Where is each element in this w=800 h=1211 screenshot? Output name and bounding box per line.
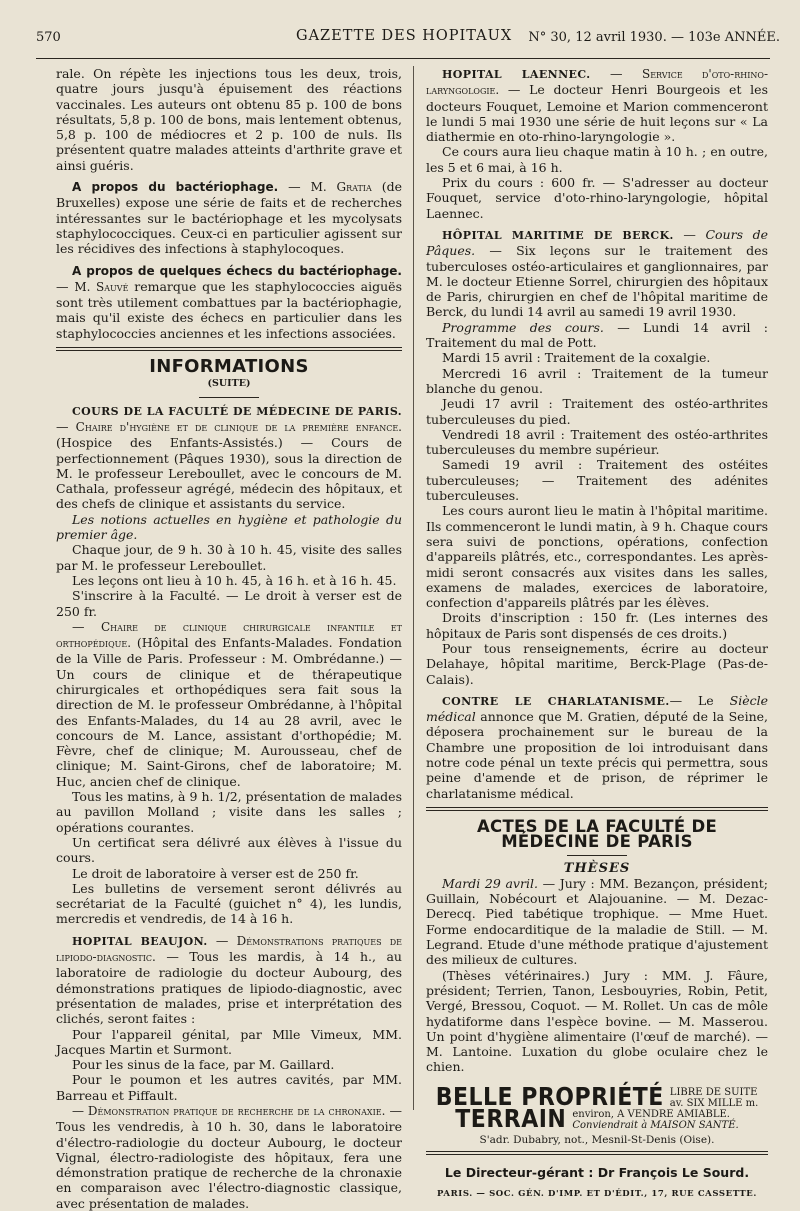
header-rule (36, 58, 770, 59)
chaire1-daily: Chaque jour, de 9 h. 30 à 10 h. 45, visite des salles par M. le professeur Lereboullet. (56, 542, 402, 573)
programme-mercredi: Mercredi 16 avril : Traitement de la tumeur blanche du genou. (426, 365, 768, 396)
echecs-author: M. Sauvé (74, 279, 129, 294)
column-divider (413, 66, 414, 1110)
programme-label: Programme des cours. (442, 319, 604, 335)
intro-paragraph: rale. On répète les injections tous les deux, trois, quatre jours jusqu'à épuisement des réactions vaccinales. Les auteurs ont obtenu 85 p. 100 de bons résultats, 5,8 p. 100 de bons, mais lentement obtenus, 5,8 p. 100 de médiocres et 2 p. 100 de nuls. Ils présentent quatre malades atteints d'arthrite grave et ainsi guéris. (56, 66, 402, 173)
chaire2-fee: Le droit de laboratoire à verser est de 250 fr. (72, 865, 359, 881)
ad-small-1b: av. SIX MILLE m. (669, 1097, 759, 1109)
footer-rule (426, 1151, 768, 1155)
chaire2-text: (Hôpital des Enfants-Malades. Fondation de la Ville de Paris. Professeur : M. Ombrédanne.) — Un cours de clinique et de thérapeutique chirurgicales et orthopédiques sera fait sous la direction de M. le professeur Ombrédanne, à l'hôpital des Enfants-Malades, du 14 au 28 avril, avec le concours de M. Lance, assistant d'orthopédie; M. Fèvre, chef de clinique; M. Aurousseau, chef de clinique; M. Saint-Girons, chef de laboratoire; M. Huc, ancien chef de clinique. (56, 635, 402, 789)
chaire2-certificate: Un certificat sera délivré aux élèves à l'issue du cours. (56, 834, 402, 866)
page-header (36, 28, 780, 50)
laennec-lieu: Ce cours aura lieu chaque matin à 10 h. ; en outre, les 5 et 6 mai, à 16 h. (426, 144, 768, 175)
laennec-prix: Prix du cours : 600 fr. — S'adresser au docteur Fouquet, service d'oto-rhino-laryngologie, hôpital Laennec. (426, 175, 768, 221)
echecs-paragraph: A propos de quelques échecs du bactériophage. — M. Sauvé remarque que les staphylococcies aiguës sont très utilement combattues par la bactériophagie, mais qu'il existe des échecs en particulier dans les staphylococcies anciennes et les infections associées. (56, 263, 402, 341)
beaujon-poumon: Pour le poumon et les autres cavités, par MM. Barreau et Piffault. (56, 1072, 402, 1103)
beaujon-paragraph: HOPITAL BEAUJON. — Démonstrations pratiques de lipiodo-diagnostic. — Tous les mardis, à 14 h., au laboratoire de radiologie du docteur Aubourg, des démonstrations pratiques de lipiodo-diagnostic, avec présentation de malades, prise et interprétation des clichés, seront faites : (56, 932, 402, 1027)
ad-row-2 (426, 1104, 768, 1134)
charlatanisme-heading: CONTRE LE CHARLATANISME. (442, 694, 670, 708)
charlatanisme-text-a: — Le (669, 692, 730, 708)
charlatanisme-paragraph (426, 693, 768, 801)
charlatanisme-text-b: annonce que M. Gratien, député de la Seine, déposera prochainement sur le bureau de la Chambre une proposition de loi introduisant dans notre code pénal un texte précis qui permettra, sous peine d'amende et de prison, de réprimer le charlatanisme médical. (426, 709, 768, 801)
actes-title: ACTES DE LA FACULTÉ DE MÉDECINE DE PARIS (476, 816, 718, 852)
berck-course: — Cours de Pâques. (426, 226, 768, 259)
right-column (426, 66, 768, 1202)
laennec-heading: HOPITAL LAENNEC. (442, 68, 591, 81)
ad-headline-1: BELLE PROPRIÉTÉ (435, 1082, 664, 1112)
issue-info: N° 30, 12 avril 1930. — 103e ANNÉE. (528, 30, 780, 45)
chronaxie-name: — Démonstration pratique de recherche de la chronaxie. (72, 1104, 386, 1118)
theses-veterinaires: (Thèses vétérinaires.) Jury : MM. J. Fâure, président; Terrien, Tanon, Lesbouyries, Robin, Petit, Vergé, Bressou, Coquot. — M. Rollet. Un cas de môle hydatiforme dans l'espèce bovine. — M. Masserou. Un point d'hygiène alimentaire (l'œuf de marché). — M. Lantoine. Luxation du globe oculaire chez le chien. (426, 967, 768, 1075)
chaire2-name: Chaire de clinique chirurgicale infantile et orthopédique. (56, 619, 402, 651)
echecs-text: remarque que les staphylococcies aiguës sont très utilement combattues par la bactériophagie, mais qu'il existe des échecs en particulier dans les staphylococcies anciennes et les infections associées. (56, 278, 402, 341)
programme-mardi: Mardi 15 avril : Traitement de la coxalgie. (442, 350, 711, 366)
programme-vendredi: Vendredi 18 avril : Traitement des ostéo-arthrites tuberculeuses du membre supérieur. (426, 426, 768, 458)
programme-paragraph (426, 320, 768, 351)
beaujon-name: Démonstrations pratiques de lipiodo-diagnostic. (56, 933, 402, 965)
berck-heading: HÔPITAL MARITIME DE BERCK. (442, 228, 674, 242)
bacteriophage-text: (de Bruxelles) expose une série de faits et de recherches intéressantes sur le bactériophage et les mycolysats staphylococciques. Ceux-ci en particulier agissent sur les récidives des infections à staphylocoques. (56, 179, 403, 257)
director-line: Le Directeur-gérant : Dr François Le Sourd. (444, 1165, 750, 1181)
section-rule (56, 347, 402, 351)
berck-text: — Six leçons sur le traitement des tuberculoses ostéo-articulaires et ganglionnaires, par M. le docteur Etienne Sorrel, chirurgien des hôpitaux de Paris, chirurgien en chef de l'hôpital maritime de Berck, du lundi 14 avril au samedi 19 avril 1930. (426, 243, 768, 320)
siecle-medical: Siècle médical (426, 692, 768, 725)
programme-jeudi: Jeudi 17 avril : Traitement des ostéo-arthrites tuberculeuses du pied. (426, 396, 768, 427)
page-number: 570 (36, 30, 61, 45)
beaujon-sinus: Pour les sinus de la face, par M. Gaillard. (72, 1057, 335, 1073)
chaire1-lessons: Les leçons ont lieu à 10 h. 45, à 16 h. et à 16 h. 45. (72, 572, 397, 588)
chaire1-fee: S'inscrire à la Faculté. — Le droit à verser est de 250 fr. (56, 588, 402, 619)
ad-small-2 (572, 1109, 738, 1131)
chronaxie-text: — Tous les vendredis, à 10 h. 30, dans le laboratoire d'électro-radiologie du docteur Aubourg, le docteur Vignal, électro-radiologiste des hôpitaux, fera une démonstration pratique de recherche de la chronaxie en comparaison avec l'électro-diagnostic classique, avec présentation de malades. (56, 1103, 402, 1211)
programme-samedi: Samedi 19 avril : Traitement des ostéites tuberculeuses; — Traitement des adénites tuberculeuses. (426, 457, 768, 504)
left-column (56, 66, 402, 1211)
echecs-title: A propos de quelques échecs du bactériophage. (72, 263, 402, 278)
informations-title: INFORMATIONS (149, 356, 309, 378)
chaire2-paragraph: — Chaire de clinique chirurgicale infantile et orthopédique. (Hôpital des Enfants-Malades. Fondation de la Ville de Paris. Professeur : M. Ombrédanne.) — Un cours de clinique et de thérapeutique chirurgicales et orthopédiques sera fait sous la direction de M. le professeur Ombrédanne, à l'hôpital des Enfants-Malades, du 14 au 28 avril, avec le concours de M. Lance, assistant d'orthopédie; M. Fèvre, chef de clinique; M. Aurousseau, chef de clinique; M. Saint-Girons, chef de laboratoire; M. Huc, ancien chef de clinique. (56, 618, 402, 789)
actes-short-rule (567, 855, 627, 856)
cours-heading: COURS DE LA FACULTÉ DE MÉDECINE DE PARIS. (72, 404, 402, 418)
ad-small-1 (670, 1087, 759, 1109)
informations-subtitle: (SUITE) (207, 378, 251, 390)
journal-title: GAZETTE DES HOPITAUX (296, 28, 513, 44)
beaujon-genital: Pour l'appareil génital, par Mlle Vimeux, MM. Jacques Martin et Surmont. (56, 1026, 402, 1057)
ad-small-2b: Conviendrait à MAISON SANTÉ. (572, 1119, 739, 1131)
programme-lundi: — Lundi 14 avril : Traitement du mal de Pott. (426, 319, 768, 351)
renseignements: Pour tous renseignements, écrire au docteur Delahaye, hôpital maritime, Berck-Plage (Pas-de-Calais). (426, 640, 768, 687)
chronaxie-paragraph (56, 1103, 402, 1211)
chaire1-topic: Les notions actuelles en hygiène et pathologie du premier âge. (56, 511, 402, 543)
laennec-paragraph: HOPITAL LAENNEC. — Service d'oto-rhino-laryngologie. — Le docteur Henri Bourgeois et les docteurs Fouquet, Lemoine et Marion commenceront le lundi 5 mai 1930 une série de huit leçons sur « La diathermie en oto-rhino-laryngologie ». (426, 66, 769, 145)
chaire2-bulletins: Les bulletins de versement seront délivrés au secrétariat de la Faculté (guichet n° 4), les lundis, mercredis et vendredis, de 14 à 16 h. (56, 880, 402, 927)
ad-small-1a: LIBRE DE SUITE (669, 1086, 758, 1098)
beaujon-heading: HOPITAL BEAUJON. (72, 934, 208, 948)
theses-date: Mardi 29 avril. (442, 875, 538, 891)
droits-inscription: Droits d'inscription : 150 fr. (Les internes des hôpitaux de Paris sont dispensés de ces droits.) (426, 610, 768, 641)
bacteriophage-paragraph: A propos du bactériophage. — M. Gratia (de Bruxelles) expose une série de faits et de recherches intéressantes sur le bactériophage et les mycolysats staphylococciques. Ceux-ci en particulier agissent sur les récidives des infections à staphylocoques. (56, 179, 403, 257)
printer-line: PARIS. — SOC. GÉN. D'IMP. ET D'ÉDIT., 17, RUE CASSETTE. (437, 1188, 757, 1199)
bacteriophage-title: A propos du bactériophage. (72, 180, 279, 195)
actes-rule (426, 807, 768, 811)
ad-small-2a: environ, A VENDRE AMIABLE. (572, 1108, 730, 1120)
ad-headline-2: TERRAIN (455, 1104, 567, 1134)
bacteriophage-author: M. Gratia (310, 180, 372, 195)
ad-contact: S'adr. Dubabry, not., Mesnil-St-Denis (Oise). (479, 1133, 715, 1146)
laennec-text: — Le docteur Henri Bourgeois et les docteurs Fouquet, Lemoine et Marion commenceront le lundi 5 mai 1930 une série de huit leçons sur « La diathermie en oto-rhino-laryngologie ». (426, 82, 768, 145)
beaujon-text: — Tous les mardis, à 14 h., au laboratoire de radiologie du docteur Aubourg, des démonstrations pratiques de lipiodo-diagnostic, avec présentation de malades, prise et interprétation des clichés, seront faites : (56, 949, 402, 1027)
theses-text: — Jury : MM. Bezançon, président; Guillain, Nobécourt et Alajouanine. — M. Dezac-Derecq. Pied tabétique trophique. — Mme Huet. Forme endocarditique de la maladie de Still. — M. Legrand. Etude d'une méthode pratique d'ajustement des milieux de cultures. (426, 875, 768, 968)
chaire2-mornings: Tous les matins, à 9 h. 1/2, présentation de malades au pavillon Molland ; visite dans les salles ; opérations courantes. (56, 789, 402, 835)
chaire1-name: Chaire d'hygiène et de clinique de la première enfance. (75, 419, 402, 434)
property-advertisement (426, 1082, 768, 1146)
theses-paragraph (426, 876, 768, 968)
theses-title: THÈSES (563, 860, 631, 876)
short-rule (199, 397, 259, 398)
cours-lieu: Les cours auront lieu le matin à l'hôpital maritime. Ils commenceront le lundi matin, à 9 h. Chaque cours sera suivi de ponctions, opérations, confection d'appareils plâtrés, etc., correspondantes. Les après-midi seront consacrés aux visites dans les salles, examens de malades, exercices de laboratoire, confection d'appareils plâtrés par les élèves. (426, 503, 768, 611)
laennec-service: Service d'oto-rhino-laryngologie. (426, 67, 769, 98)
berck-paragraph (426, 227, 768, 320)
chaire1-paragraph: COURS DE LA FACULTÉ DE MÉDECINE DE PARIS. — Chaire d'hygiène et de clinique de la première enfance. (Hospice des Enfants-Assistés.) — Cours de perfectionnement (Pâques 1930), sous la direction de M. le professeur Lereboullet, avec le concours de M. Cathala, professeur agrégé, médecin des hôpitaux, et des chefs de clinique et assistants du service. (56, 404, 402, 512)
chaire1-text: (Hospice des Enfants-Assistés.) — Cours de perfectionnement (Pâques 1930), sous la direction de M. le professeur Lereboullet, avec le concours de M. Cathala, professeur agrégé, médecin des hôpitaux, et des chefs de clinique et assistants du service. (56, 435, 402, 512)
